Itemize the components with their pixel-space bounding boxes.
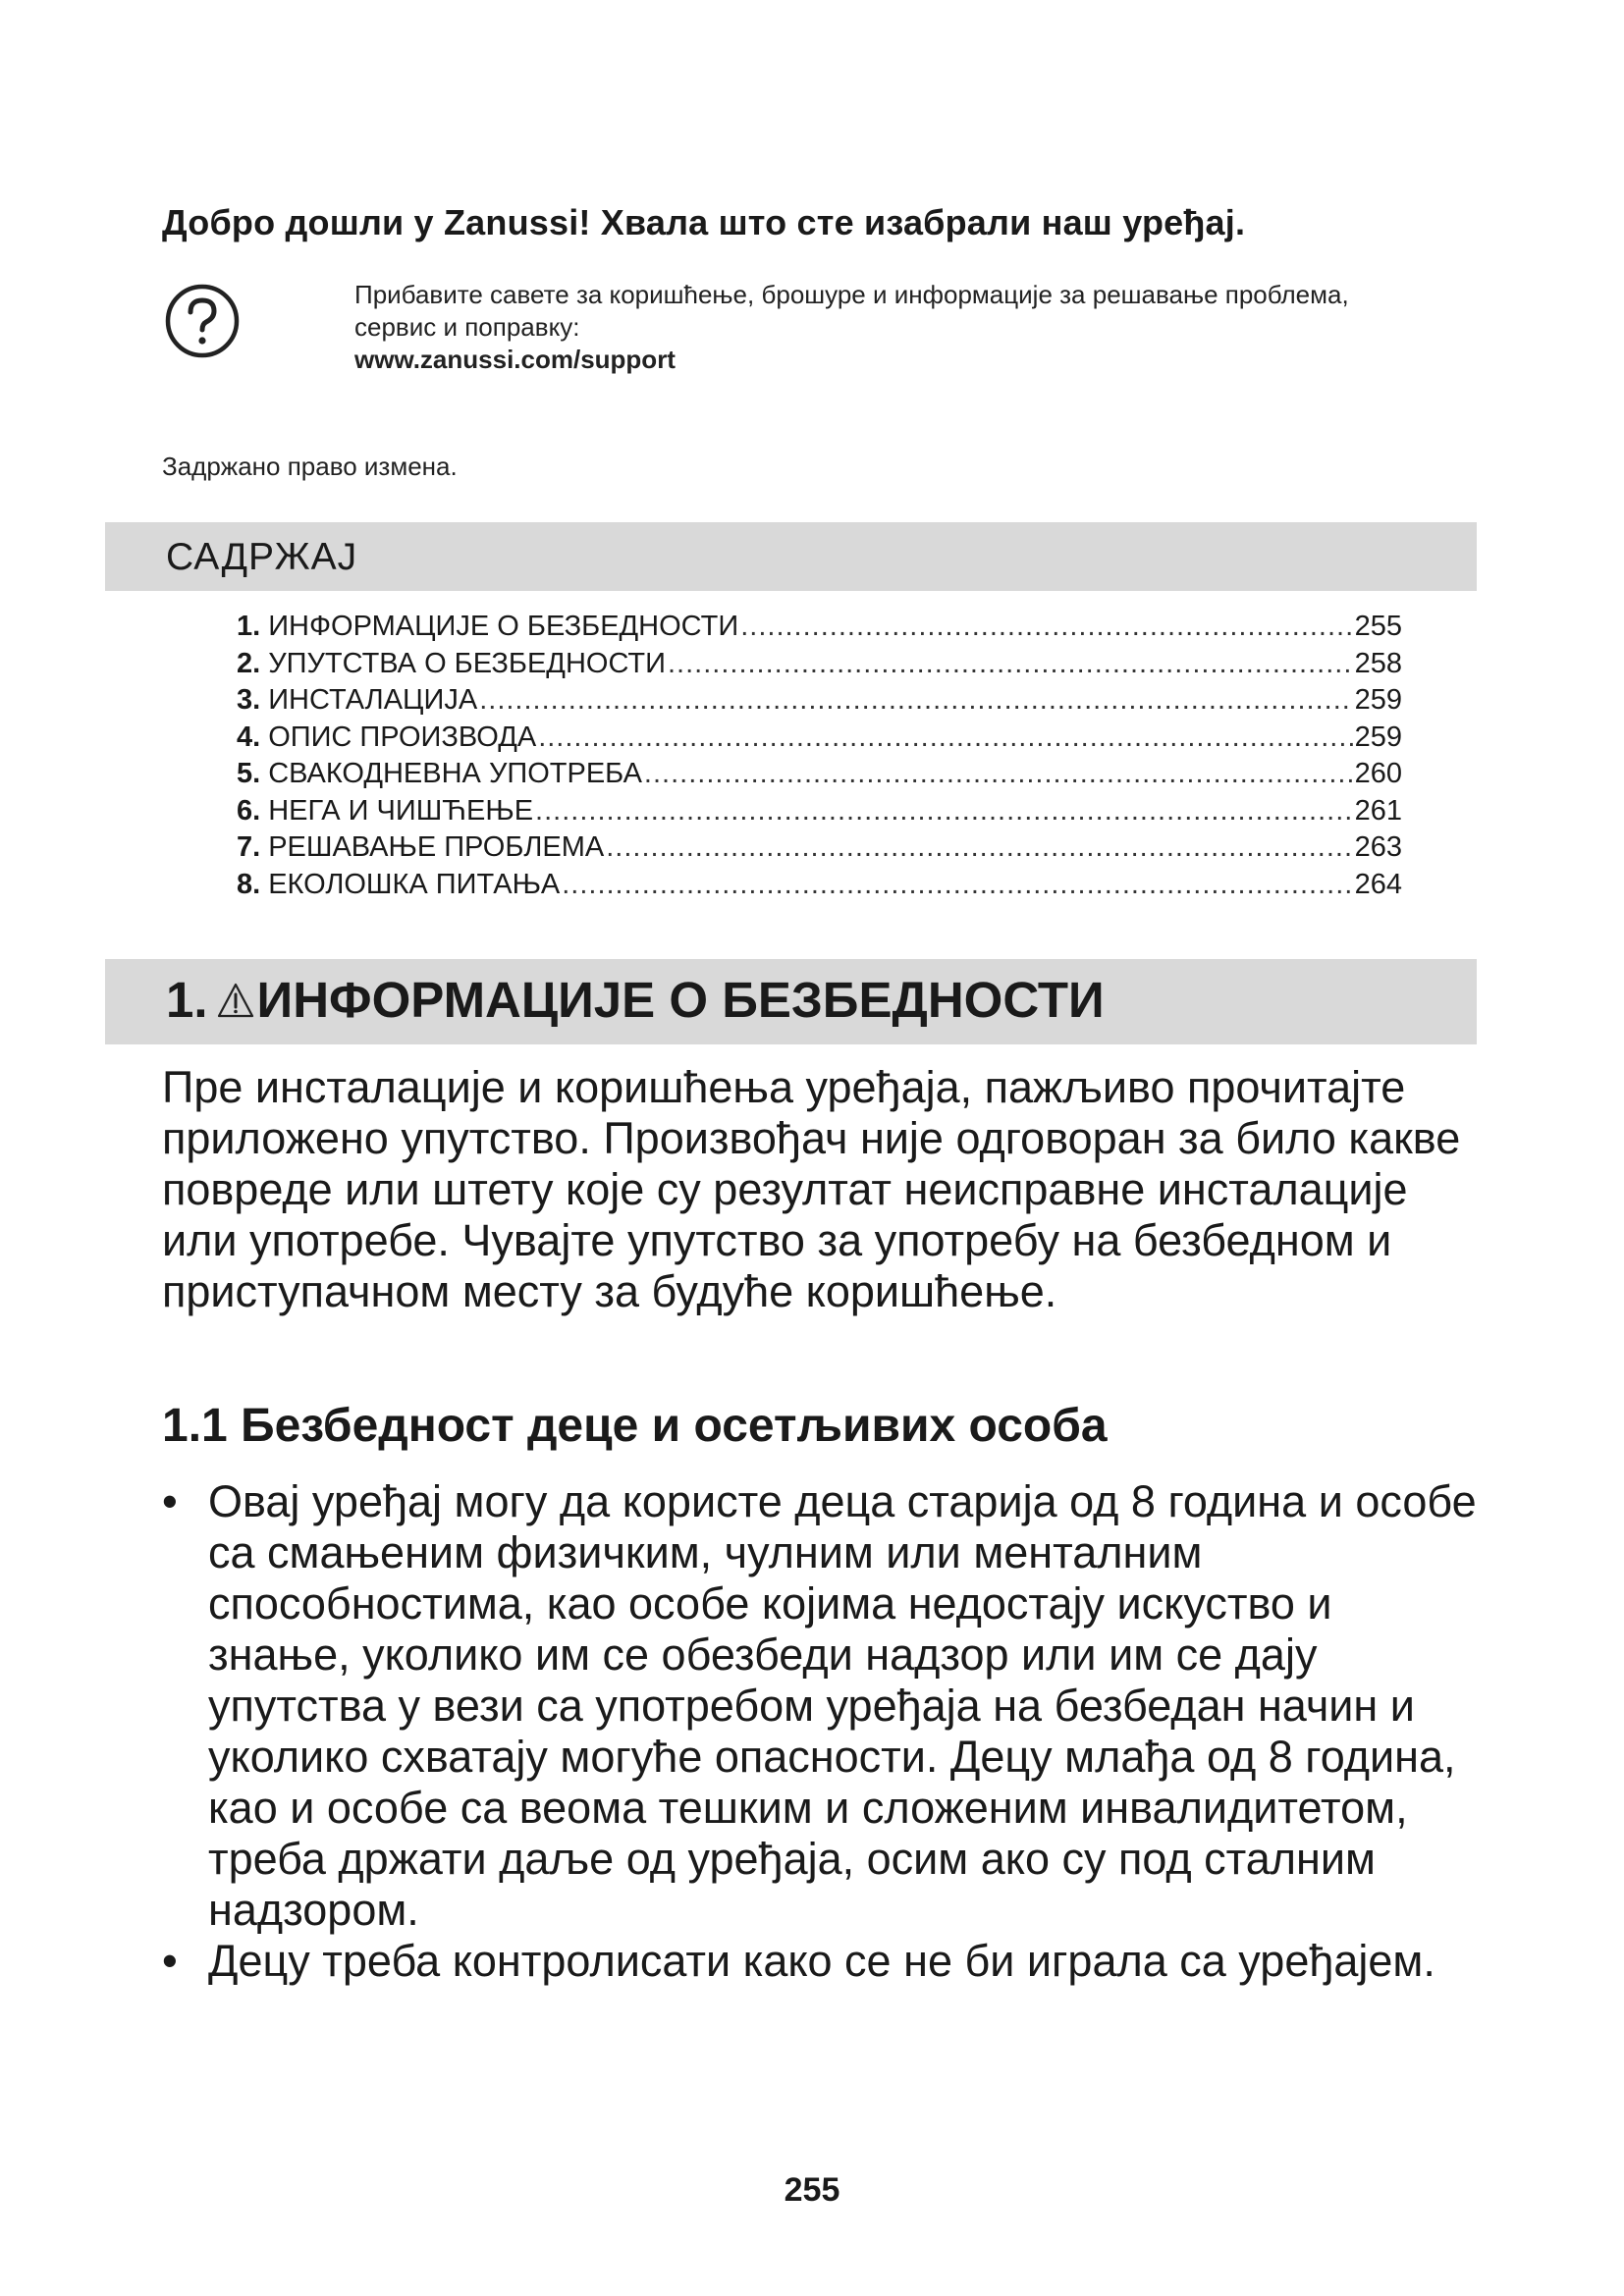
toc-item-page: 259 (1354, 684, 1402, 716)
toc-title: САДРЖАЈ (166, 536, 358, 578)
toc-item-label: ОПИС ПРОИЗВОДА (268, 721, 537, 753)
subsection-title: 1.1 Безбедност деце и осетљивих особа (162, 1400, 1108, 1452)
welcome-title: Добро дошли у Zanussi! Хвала што сте изабрали наш уређај. (162, 202, 1246, 242)
toc-leader (644, 756, 1353, 793)
toc-item-label: УПУТСТВА О БЕЗБЕДНОСТИ (268, 647, 666, 679)
toc-leader (479, 682, 1352, 720)
toc-item-label: РЕШАВАЊЕ ПРОБЛЕМА (268, 831, 605, 863)
toc-item-page: 261 (1354, 794, 1402, 827)
warning-triangle-icon (216, 982, 255, 1019)
toc-item-page: 255 (1354, 611, 1402, 642)
section-title (166, 971, 1105, 1029)
page-number: 255 (784, 2171, 840, 2209)
toc-item[interactable] (237, 829, 1402, 867)
toc-item-label: ЕКОЛОШКА ПИТАЊА (268, 868, 561, 900)
support-url[interactable]: www.zanussi.com/support (354, 345, 676, 374)
toc-item-number: 4. (237, 721, 261, 753)
toc-item-page: 264 (1354, 868, 1402, 900)
toc-item-page: 263 (1354, 831, 1402, 863)
question-circle-icon (163, 282, 242, 360)
toc-item-label: НЕГА И ЧИШЋЕЊЕ (268, 794, 534, 827)
safety-intro-paragraph: Пре инсталације и коришћења уређаја, пажљиво прочитајте приложено упутство. Произвођач није одговоран за било какве повреде или штету које су резултат неисправне инсталације или употребе. Чувајте упутство за употребу на безбедном и приступачном месту за будуће коришћење. (162, 1062, 1461, 1316)
toc-item-number: 7. (237, 831, 261, 863)
toc-item-page: 258 (1354, 647, 1402, 679)
toc-leader (606, 829, 1352, 867)
bullet-item: • Овај уређај могу да користе деца старија од 8 година и особе са смањеним физичким, чулним или менталним способностима, као особе којима недостају искуство и знање, уколико им се обезбеди надзор или им се дају упутства у вези са употребом уређаја на безбедан начин и уколико схватају могуће опасности. Децу млађа од 8 година, као и особе са веома тешким и сложеним инвалидитетом, треба држати даље од уређаја, осим ако су под сталним надзором. (162, 1476, 1478, 1936)
toc-header-band (105, 522, 1477, 591)
safety-bullet-list (162, 1476, 1478, 1987)
toc-item-page: 260 (1354, 758, 1402, 789)
toc-item-label: СВАКОДНЕВНА УПОТРЕБА (268, 758, 642, 789)
toc-item-number: 5. (237, 758, 261, 789)
toc-item-number: 2. (237, 647, 261, 679)
toc-item-page: 259 (1354, 721, 1402, 753)
section-number: 1. (166, 972, 208, 1028)
toc-item-number: 8. (237, 868, 261, 900)
bullet-item: • Децу треба контролисати како се не би играла са уређајем. (162, 1936, 1478, 1987)
toc-item[interactable] (237, 682, 1402, 720)
support-info (354, 279, 1435, 376)
table-of-contents (237, 609, 1402, 903)
toc-item-number: 1. (237, 611, 261, 642)
toc-leader (562, 867, 1352, 904)
toc-item-number: 6. (237, 794, 261, 827)
toc-item[interactable] (237, 720, 1402, 757)
section-title-text: ИНФОРМАЦИЈЕ О БЕЗБЕДНОСТИ (256, 972, 1105, 1028)
toc-item[interactable] (237, 756, 1402, 793)
toc-item[interactable] (237, 793, 1402, 830)
toc-item[interactable] (237, 609, 1402, 646)
toc-item-label: ИНСТАЛАЦИЈА (268, 684, 478, 716)
toc-leader (535, 793, 1353, 830)
toc-item[interactable] (237, 646, 1402, 683)
toc-leader (538, 720, 1352, 757)
toc-item-number: 3. (237, 684, 261, 716)
toc-leader (668, 646, 1353, 683)
toc-item[interactable] (237, 867, 1402, 904)
rights-reserved-note: Задржано право измена. (162, 452, 458, 481)
support-description: Прибавите савете за коришћење, брошуре и информације за решавање проблема, сервис и поправку: (354, 280, 1349, 342)
section-header-band (105, 959, 1477, 1044)
toc-leader (740, 609, 1352, 646)
toc-item-label: ИНФОРМАЦИЈЕ О БЕЗБЕДНОСТИ (268, 611, 739, 642)
